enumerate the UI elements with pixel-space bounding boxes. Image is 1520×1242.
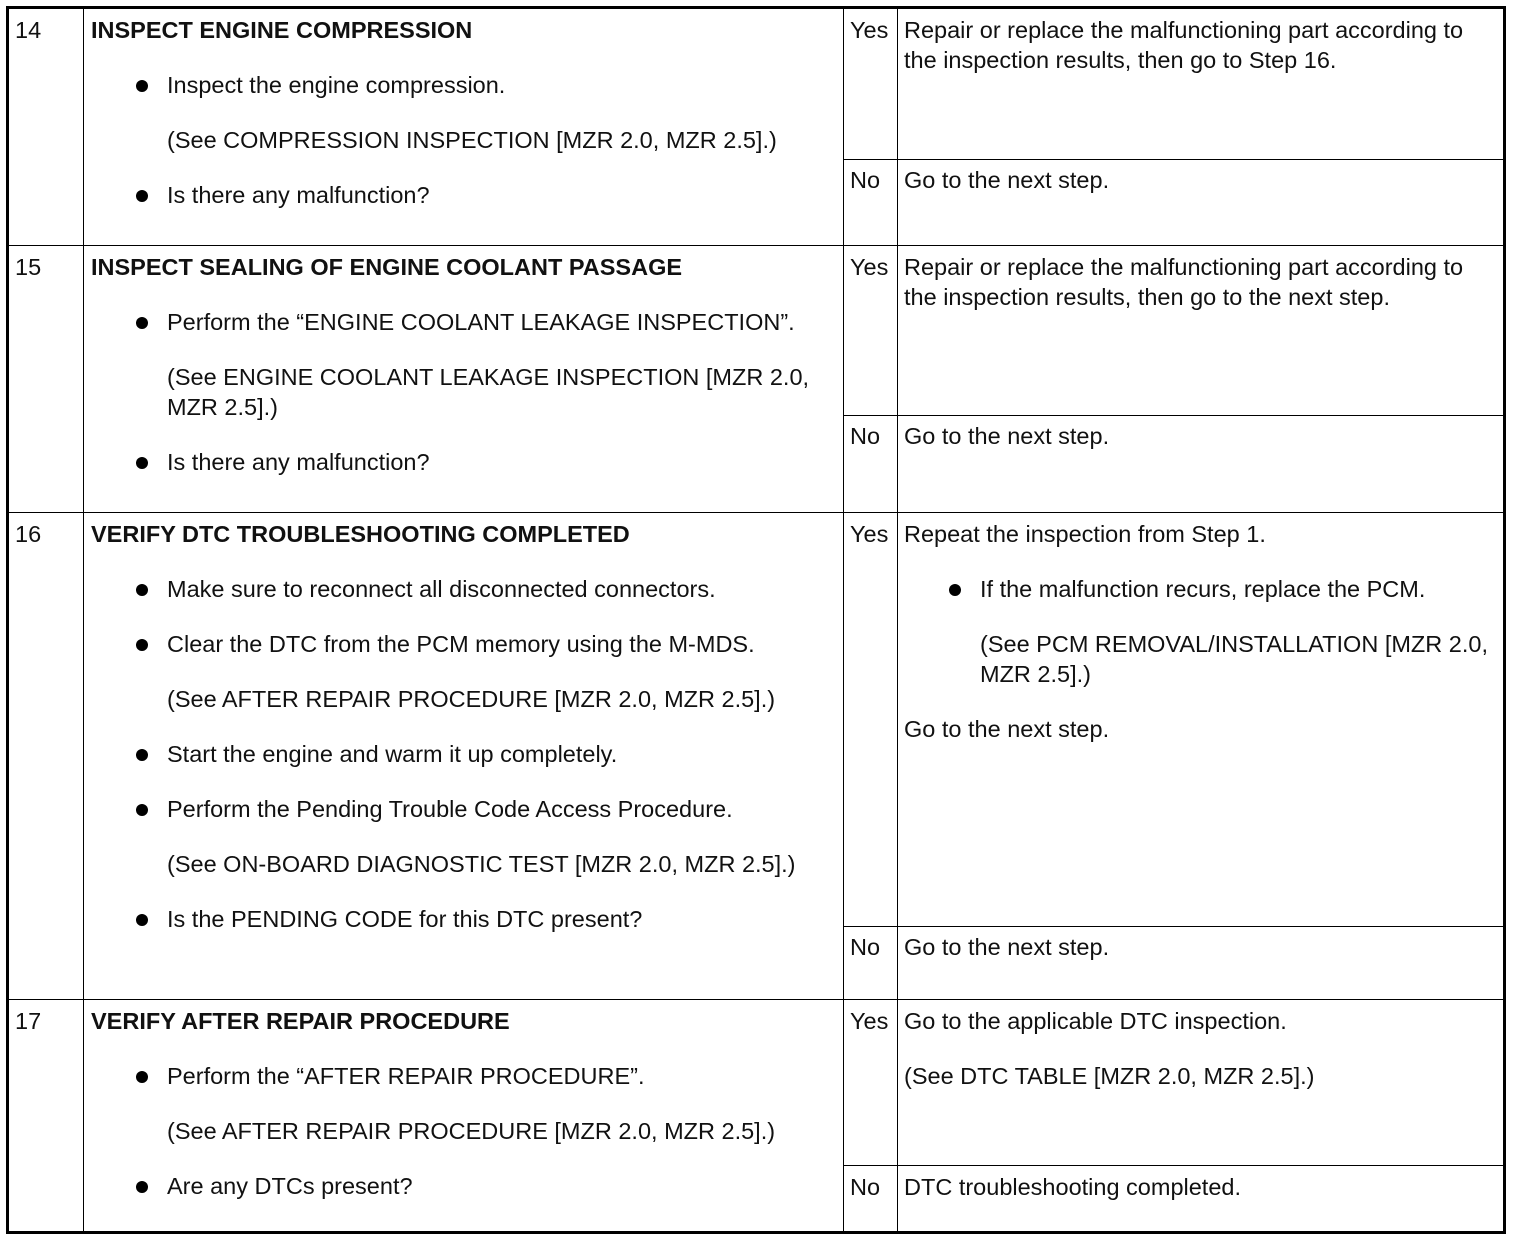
reference-note: (See DTC TABLE [MZR 2.0, MZR 2.5].) <box>904 1063 1315 1089</box>
step-number: 14 <box>15 17 42 43</box>
yes-text: Repair or replace the malfunctioning part according to the inspection results, then go to the next step. <box>904 254 1464 310</box>
action-question: Are any DTCs present? <box>91 1171 831 1201</box>
step-row-16 <box>9 513 1503 1000</box>
no-text: Go to the next step. <box>904 423 1110 449</box>
no-text: Go to the next step. <box>904 934 1110 960</box>
reference-note: (See AFTER REPAIR PROCEDURE [MZR 2.0, MZR 2.5].) <box>167 1118 776 1144</box>
step-row-14 <box>9 9 1503 246</box>
no-result <box>844 926 1503 999</box>
reference-note: (See ENGINE COOLANT LEAKAGE INSPECTION [MZR 2.0, MZR 2.5].) <box>167 364 810 420</box>
yes-label: Yes <box>850 254 889 280</box>
action-item: Perform the “ENGINE COOLANT LEAKAGE INSPECTION”. <box>91 307 831 337</box>
step-title: VERIFY AFTER REPAIR PROCEDURE <box>91 1008 510 1034</box>
action-item: Clear the DTC from the PCM memory using the M-MDS. <box>91 629 831 659</box>
no-result <box>844 159 1503 245</box>
no-label: No <box>850 423 881 449</box>
step-action <box>91 519 831 934</box>
yes-result <box>844 1000 1503 1166</box>
yes-label: Yes <box>850 521 889 547</box>
action-question: Is the PENDING CODE for this DTC present? <box>91 904 831 934</box>
yes-text: Go to the applicable DTC inspection. <box>904 1008 1287 1034</box>
step-number: 16 <box>15 521 42 547</box>
step-number: 17 <box>15 1008 42 1034</box>
no-text: DTC troubleshooting completed. <box>904 1174 1242 1200</box>
yes-followup: Go to the next step. <box>904 716 1110 742</box>
step-row-15 <box>9 246 1503 513</box>
yes-label: Yes <box>850 17 889 43</box>
yes-bullet: If the malfunction recurs, replace the PCM. <box>904 574 1497 604</box>
no-label: No <box>850 934 881 960</box>
action-question: Is there any malfunction? <box>91 180 831 210</box>
action-item: Inspect the engine compression. <box>91 70 831 100</box>
troubleshooting-table <box>6 6 1506 1234</box>
step-action <box>91 1006 831 1201</box>
reference-note: (See PCM REMOVAL/INSTALLATION [MZR 2.0, MZR 2.5].) <box>980 631 1488 687</box>
yes-text: Repair or replace the malfunctioning part according to the inspection results, then go to Step 16. <box>904 17 1464 73</box>
step-title: VERIFY DTC TROUBLESHOOTING COMPLETED <box>91 521 630 547</box>
no-text: Go to the next step. <box>904 167 1110 193</box>
yes-result <box>844 246 1503 416</box>
step-action <box>91 15 831 210</box>
reference-note: (See COMPRESSION INSPECTION [MZR 2.0, MZR 2.5].) <box>167 127 777 153</box>
no-result <box>844 415 1503 512</box>
no-label: No <box>850 1174 881 1200</box>
yes-label: Yes <box>850 1008 889 1034</box>
step-title: INSPECT ENGINE COMPRESSION <box>91 17 473 43</box>
no-label: No <box>850 167 881 193</box>
reference-note: (See ON-BOARD DIAGNOSTIC TEST [MZR 2.0, MZR 2.5].) <box>167 851 796 877</box>
action-item: Make sure to reconnect all disconnected connectors. <box>91 574 831 604</box>
reference-note: (See AFTER REPAIR PROCEDURE [MZR 2.0, MZR 2.5].) <box>167 686 776 712</box>
step-number: 15 <box>15 254 42 280</box>
action-item: Perform the “AFTER REPAIR PROCEDURE”. <box>91 1061 831 1091</box>
step-title: INSPECT SEALING OF ENGINE COOLANT PASSAGE <box>91 254 683 280</box>
yes-text: Repeat the inspection from Step 1. <box>904 521 1266 547</box>
yes-result <box>844 513 1503 927</box>
action-question: Is there any malfunction? <box>91 447 831 477</box>
no-result <box>844 1166 1503 1231</box>
yes-result <box>844 9 1503 160</box>
action-item: Perform the Pending Trouble Code Access Procedure. <box>91 794 831 824</box>
step-action <box>91 252 831 477</box>
step-row-17 <box>9 1000 1503 1231</box>
action-item: Start the engine and warm it up completely. <box>91 739 831 769</box>
